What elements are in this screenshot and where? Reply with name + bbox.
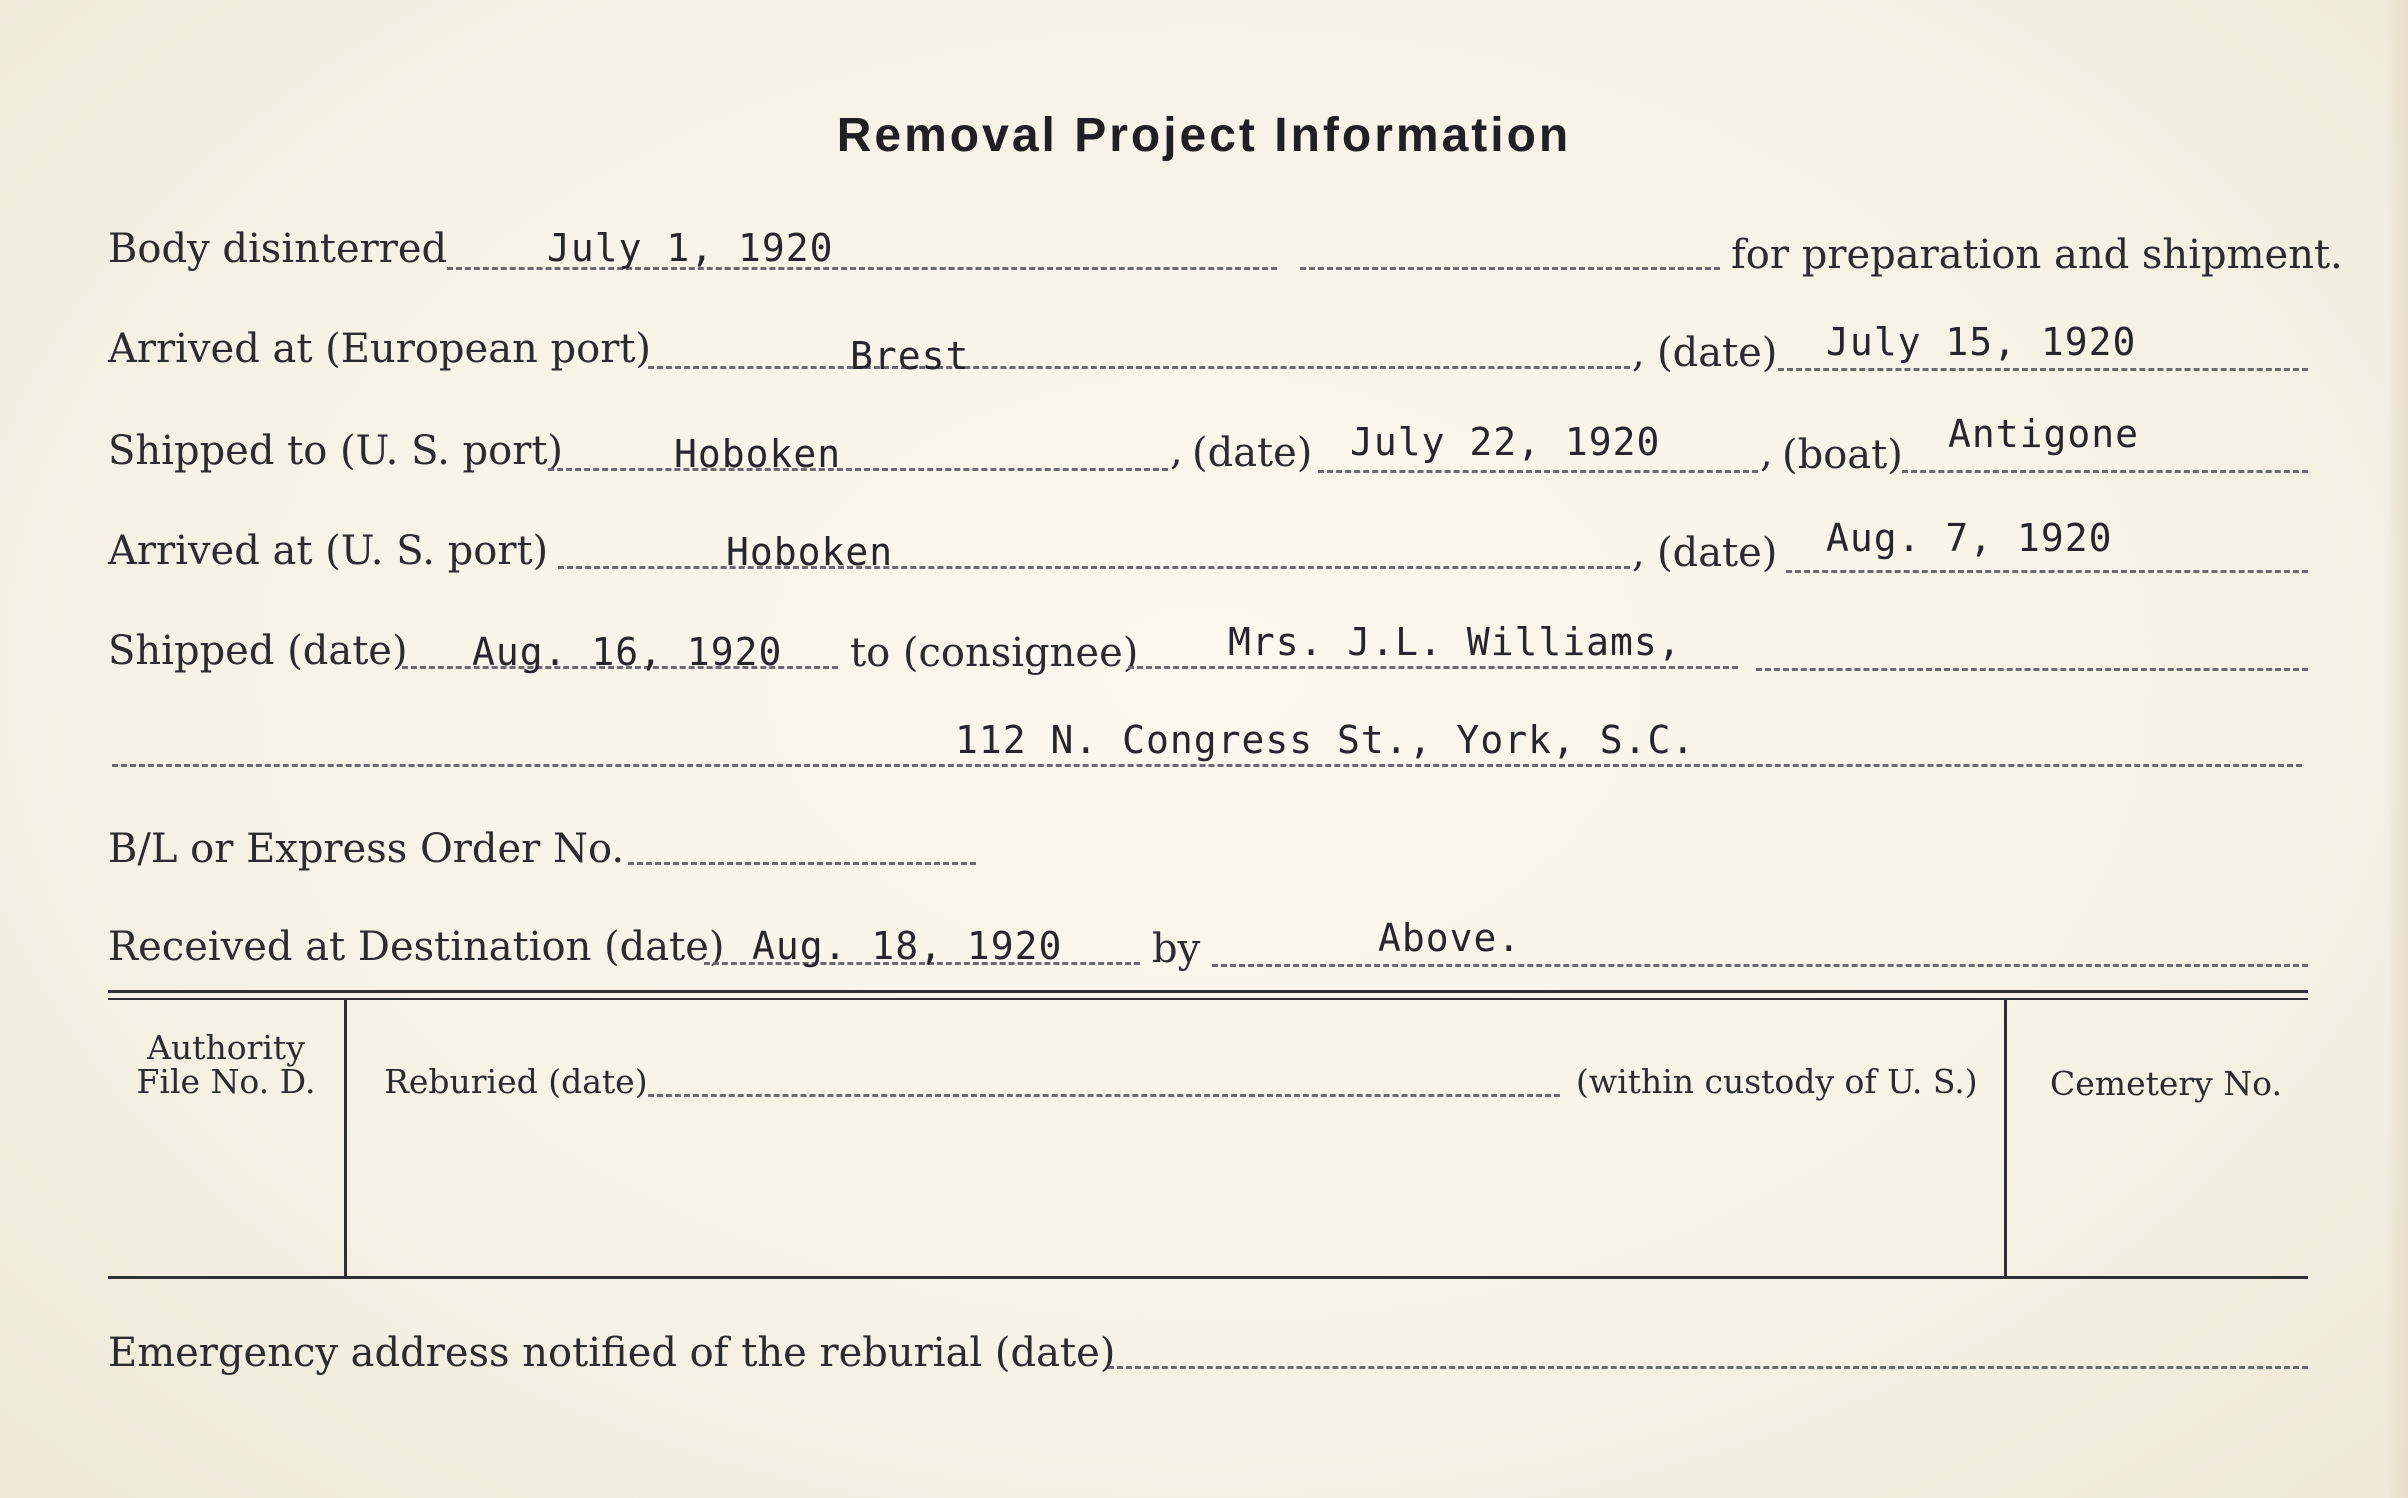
value-us-port-shipped: Hoboken: [674, 432, 842, 476]
label-date-us-arrival: (date): [1657, 530, 1778, 576]
value-disinterred-date: July 1, 1920: [547, 226, 834, 270]
label-reburied: Reburied (date): [384, 1062, 648, 1101]
label-comma: ,: [1632, 330, 1645, 376]
line-received-by: [1212, 964, 2308, 967]
line-us-port-arrived: [558, 566, 1630, 569]
label-shipped-to-us: Shipped to (U. S. port): [108, 428, 563, 474]
line-us-arrival-date: [1786, 570, 2308, 573]
box-divider-right: [2004, 1000, 2007, 1276]
label-arrived-european: Arrived at (European port): [108, 326, 652, 372]
label-date-us-ship: (date): [1192, 430, 1313, 476]
line-european-port: [648, 366, 1630, 369]
line-consignee: [1128, 666, 1738, 669]
value-boat: Antigone: [1948, 412, 2140, 456]
double-rule-top: [108, 990, 2308, 993]
label-authority: Authority: [147, 1028, 305, 1067]
label-body-disinterred: Body disinterred: [108, 226, 448, 272]
line-bl-no: [628, 862, 976, 865]
value-consignee: Mrs. J.L. Williams,: [1228, 620, 1682, 664]
line-disinterred-2: [1300, 267, 1720, 270]
label-emergency: Emergency address notified of the reburial (date): [108, 1330, 1116, 1376]
label-boat: (boat): [1782, 432, 1903, 478]
value-received-date: Aug. 18, 1920: [752, 924, 1063, 968]
label-comma-2: ,: [1170, 428, 1183, 474]
label-to-consignee: to (consignee): [850, 630, 1139, 676]
value-european-port: Brest: [850, 334, 970, 378]
value-eu-arrival-date: July 15, 1920: [1826, 320, 2137, 364]
label-bl-no: B/L or Express Order No.: [108, 826, 625, 872]
value-us-port-arrived: Hoboken: [726, 530, 894, 574]
line-us-ship-date: [1318, 470, 1758, 473]
label-date-eu: (date): [1657, 330, 1778, 376]
box-divider-left: [344, 1000, 347, 1276]
line-boat: [1902, 470, 2308, 473]
box-bottom-rule: [108, 1276, 2308, 1279]
value-received-by: Above.: [1378, 916, 1522, 960]
line-reburied: [648, 1094, 1560, 1097]
label-for-preparation: for preparation and shipment.: [1731, 232, 2343, 278]
card-edge: [2386, 0, 2408, 1498]
value-us-ship-date: July 22, 1920: [1350, 420, 1661, 464]
label-arrived-us: Arrived at (U. S. port): [108, 528, 549, 574]
label-cemetery-no: Cemetery No.: [2050, 1064, 2282, 1103]
label-custody: (within custody of U. S.): [1576, 1062, 1978, 1101]
line-consignee-2: [1756, 668, 2308, 671]
label-file-no: File No. D.: [136, 1062, 316, 1101]
line-eu-date: [1778, 368, 2308, 371]
card-title: Removal Project Information: [836, 109, 1572, 162]
label-comma-4: ,: [1632, 530, 1645, 576]
label-comma-3: ,: [1760, 430, 1773, 476]
value-us-arrival-date: Aug. 7, 1920: [1826, 516, 2113, 560]
value-consignee-address: 112 N. Congress St., York, S.C.: [955, 718, 1696, 762]
line-us-port-shipped: [548, 468, 1168, 471]
line-consignee-address: [112, 764, 2302, 767]
value-shipped-date: Aug. 16, 1920: [472, 630, 783, 674]
label-by: by: [1152, 926, 1201, 972]
line-emergency: [1108, 1366, 2308, 1369]
double-rule-bottom: [108, 998, 2308, 1000]
label-shipped-date: Shipped (date): [108, 628, 408, 674]
label-received: Received at Destination (date): [108, 924, 725, 970]
